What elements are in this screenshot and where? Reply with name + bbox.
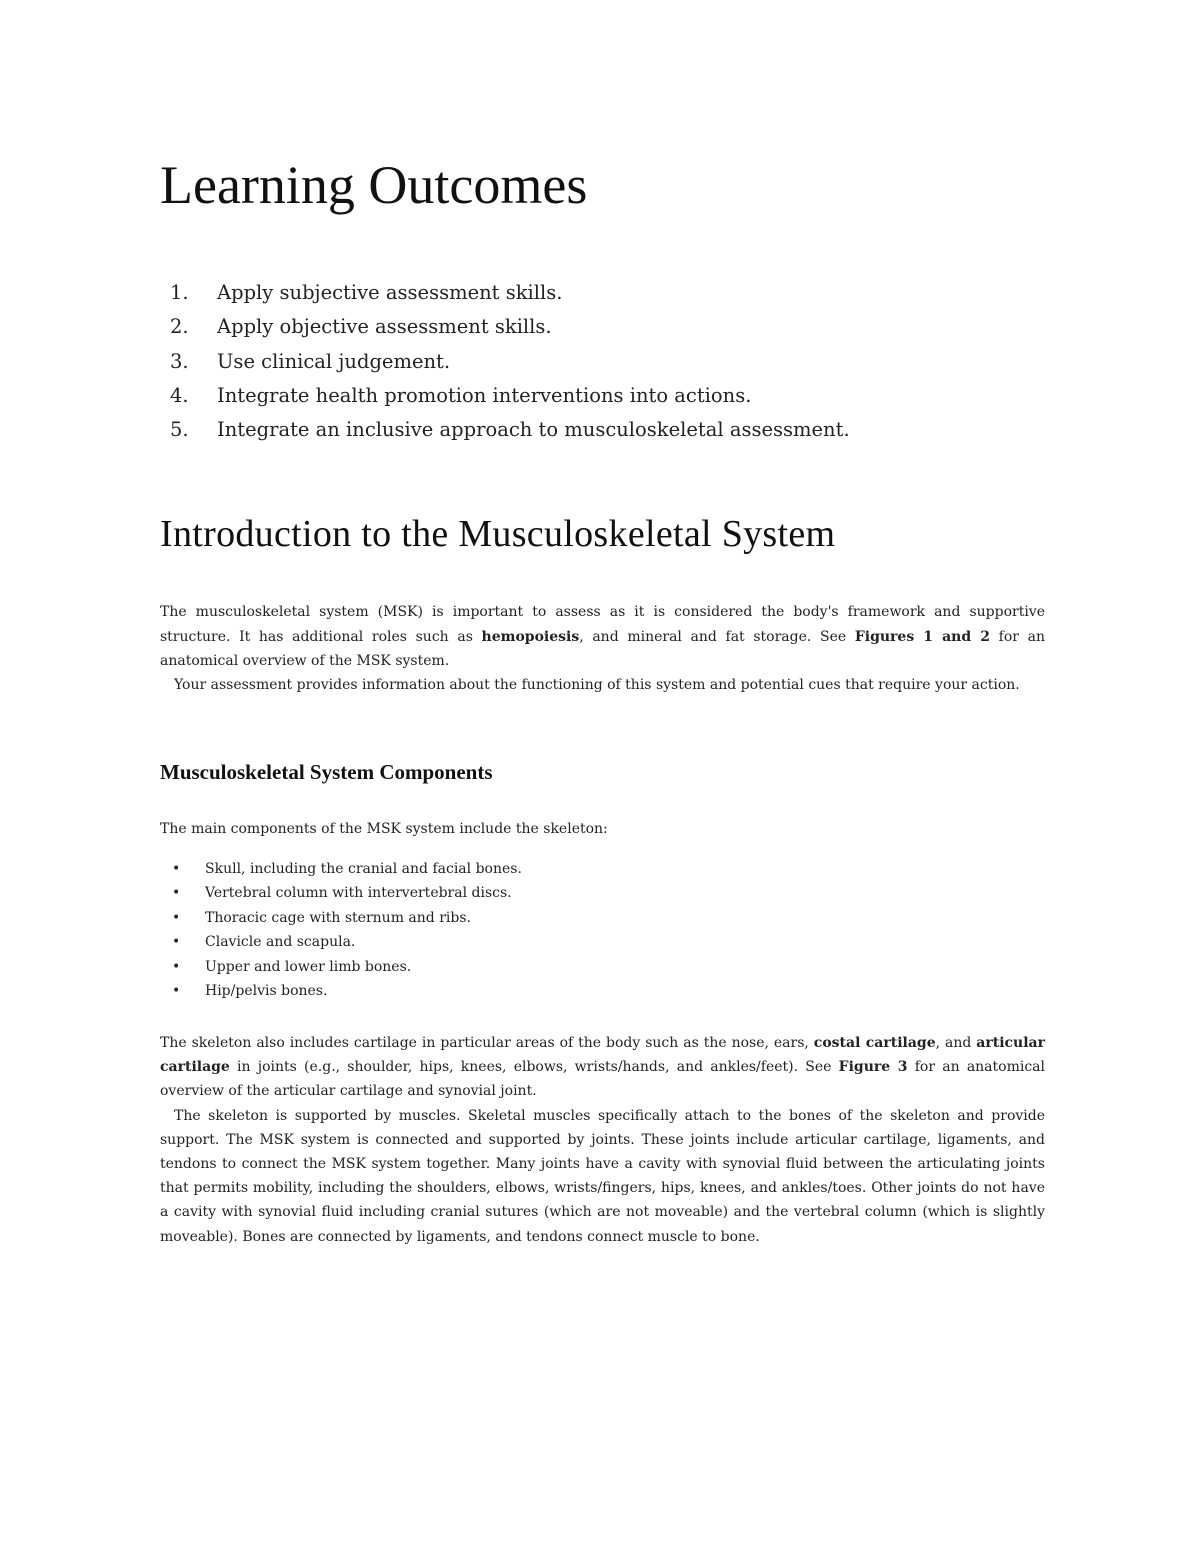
paragraph-text: , and mineral and fat storage. See (579, 628, 855, 645)
list-item-text: Apply subjective assessment skills. (217, 281, 563, 304)
learning-outcomes-heading: Learning Outcomes (160, 155, 588, 215)
bullet: • (172, 860, 181, 877)
list-number: 1. (170, 281, 189, 304)
list-item-text: Integrate an inclusive approach to musculoskeletal assessment. (217, 418, 850, 442)
components-intro: The main components of the MSK system include the skeleton: (160, 821, 608, 838)
list-item-text: Clavicle and scapula. (205, 934, 356, 951)
bullet: • (172, 885, 181, 902)
cartilage-paragraph (160, 1031, 1045, 1104)
list-number: 2. (170, 315, 189, 339)
skeleton-components-list (160, 857, 1045, 1005)
learning-outcomes-list (160, 276, 1045, 447)
page-content (160, 150, 1045, 1249)
bullet: • (172, 983, 181, 1000)
paragraph-text: The skeleton also includes cartilage in particular areas of the body such as the nose, ears, (160, 1035, 814, 1052)
list-item-text: Thoracic cage with sternum and ribs. (205, 909, 471, 926)
list-item (160, 857, 1045, 882)
list-item-text: Skull, including the cranial and facial bones. (205, 860, 522, 877)
introduction-paragraph (160, 600, 1045, 673)
list-item (160, 413, 1045, 447)
paragraph-text: The musculoskeletal system (MSK) is important to assess as it is considered the body's framework and supportive structure. It has additional roles such as (160, 604, 1045, 645)
list-item (160, 345, 1045, 379)
list-number: 5. (170, 418, 189, 442)
list-number: 4. (170, 383, 189, 407)
list-item-text: Integrate health promotion interventions into actions. (217, 383, 752, 407)
term-hemopoiesis: hemopoiesis (481, 628, 580, 645)
bullet: • (172, 909, 181, 926)
paragraph-text: , and (935, 1035, 977, 1052)
paragraph-text: for an anatomical overview of the articular cartilage and synovial joint. (160, 1059, 1046, 1100)
list-number: 3. (170, 349, 189, 373)
list-item-text: Upper and lower limb bones. (205, 958, 412, 975)
list-item (160, 379, 1045, 413)
figure-reference: Figures 1 and 2 (854, 628, 990, 645)
paragraph-text: in joints (e.g., shoulder, hips, knees, elbows, wrists/hands, and ankles/feet). See (229, 1059, 839, 1076)
list-item (160, 906, 1045, 931)
bullet: • (172, 958, 181, 975)
list-item-text: Hip/pelvis bones. (205, 983, 328, 1000)
list-item (160, 310, 1045, 344)
list-item-text: Apply objective assessment skills. (217, 315, 552, 339)
list-item (160, 955, 1045, 980)
list-item (160, 276, 1045, 310)
bullet: • (172, 934, 181, 951)
list-item-text: Vertebral column with intervertebral discs. (205, 885, 512, 902)
assessment-paragraph: Your assessment provides information about the functioning of this system and potential cues that require your action. (174, 677, 1020, 694)
muscles-joints-paragraph: The skeleton is supported by muscles. Skeletal muscles specifically attach to the bones of the skeleton and provide support. The MSK system is connected and supported by joints. These joints include articular cartilage, ligaments, and tendons to connect the MSK system together. Many joints have a cavity with synovial fluid between the articulating joints that permits mobility, including the shoulders, elbows, wrists/fingers, hips, knees, and ankles/toes. Other joints do not have a cavity with synovial fluid including cranial sutures (which are not moveable) and the vertebral column (which is slightly moveable). Bones are connected by ligaments, and tendons connect muscle to bone. (160, 1107, 1045, 1245)
term-articular-cartilage: articular cartilage (160, 1035, 1045, 1076)
list-item (160, 881, 1045, 906)
components-heading: Musculoskeletal System Components (160, 760, 493, 785)
list-item-text: Use clinical judgement. (217, 349, 451, 373)
figure-reference: Figure 3 (838, 1059, 908, 1076)
paragraph-text: for an anatomical overview of the MSK system. (160, 628, 1045, 669)
introduction-heading: Introduction to the Musculoskeletal System (160, 513, 836, 556)
list-item (160, 930, 1045, 955)
term-costal-cartilage: costal cartilage (813, 1035, 936, 1052)
list-item (160, 979, 1045, 1004)
